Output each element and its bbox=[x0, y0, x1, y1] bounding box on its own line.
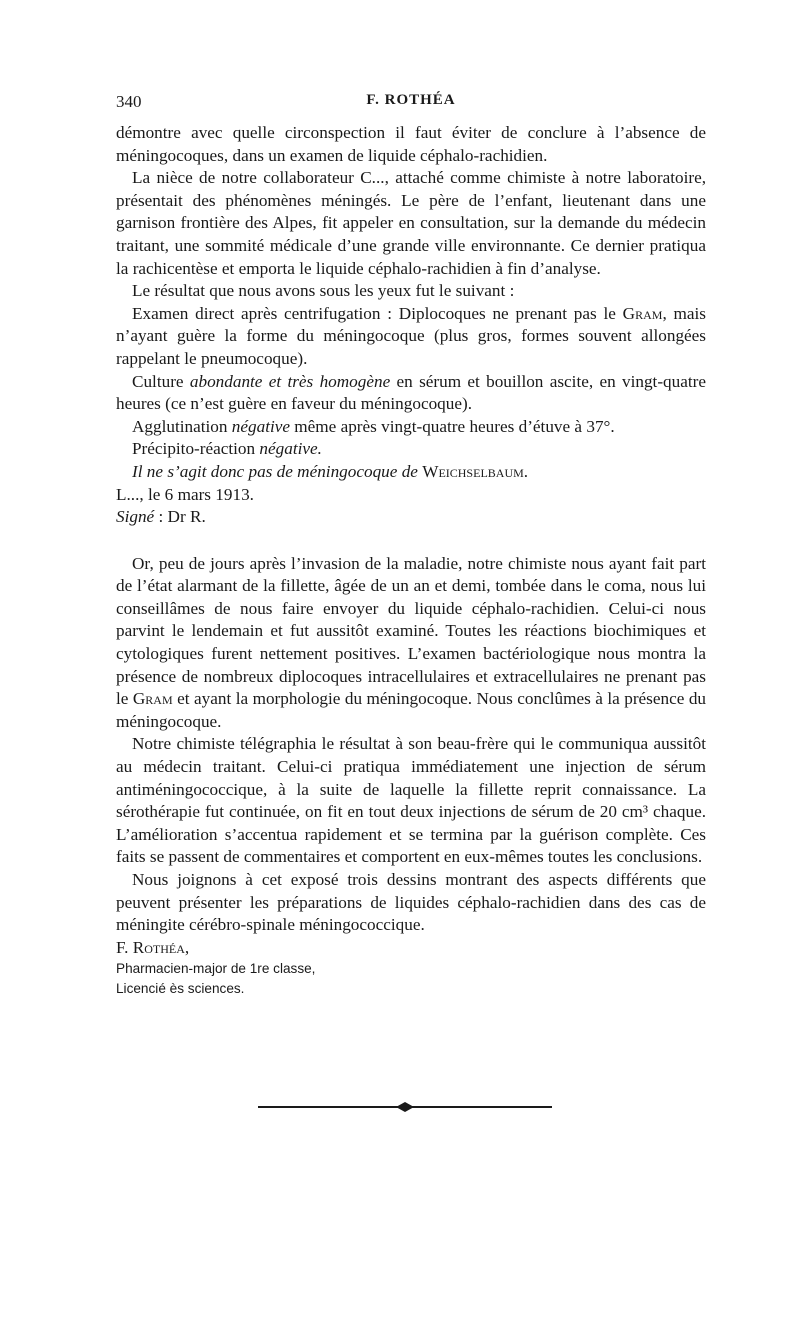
paragraph bbox=[116, 553, 706, 734]
text-run: en sérum et bouillon ascite, en vingt-quatre heures (ce n’est guère en faveur du méningocoque). bbox=[116, 371, 706, 414]
page-header bbox=[116, 92, 706, 114]
text-run: , mais n’ayant guère la forme du méningocoque (plus gros, formes souvent allongées rappelant le pneumocoque). bbox=[116, 303, 706, 368]
report-date: L..., le 6 mars 1913. bbox=[116, 484, 254, 504]
text-run: Précipito-réaction bbox=[132, 439, 260, 459]
author-title: Pharmacien-major de 1re classe, bbox=[116, 961, 316, 977]
text-run: . bbox=[523, 461, 529, 481]
author-name: F. Rothéa, bbox=[116, 937, 190, 957]
paragraph bbox=[116, 416, 706, 439]
diamond-ornament-icon bbox=[396, 1102, 414, 1112]
gram-smallcaps: Gram bbox=[622, 303, 663, 323]
italic-run: abondante et très homogène bbox=[189, 371, 391, 391]
paragraph bbox=[116, 438, 706, 461]
text-run: Culture bbox=[132, 371, 190, 391]
author-degree: Licencié ès sciences. bbox=[116, 981, 245, 997]
author-smallcaps: Weichselbaum bbox=[422, 461, 524, 481]
paragraph: Nous joignons à cet exposé trois dessins montrant des aspects différents que peuvent présenter les préparations de liquides céphalo-rachidien dans des cas de méningite cérébro-spinale méningococcique. bbox=[116, 870, 706, 935]
paragraph: La nièce de notre collaborateur C..., attaché comme chimiste à notre laboratoire, présentait des phénomènes méningés. Le père de l’enfant, lieutenant dans une garnison frontière des Alpes, fit appeler en consultation, sur la demande du médecin traitant, une sommité médicale d’une grande ville environnante. Ce dernier pratiqua la rachicentèse et emporta le liquide céphalo-rachidien à fin d’analyse. bbox=[116, 168, 706, 278]
italic-run: négative. bbox=[259, 439, 322, 459]
running-title: F. ROTHÉA bbox=[366, 92, 456, 108]
end-ornament-rule bbox=[258, 1101, 552, 1113]
italic-run: Il ne s’agit donc pas de méningocoque de bbox=[132, 461, 423, 481]
gram-smallcaps: Gram bbox=[132, 689, 173, 709]
text-run: Or, peu de jours après l’invasion de la maladie, notre chimiste nous ayant fait part de l’état alarmant de la fillette, âgée de un an et demi, tombée dans le coma, nous lui conseillâmes de nous faire envoyer du liquide céphalo-rachidien. Celui-ci nous parvint le lendemain et fut aussitôt examiné. Toutes les réactions biochimiques et cytologiques furent nettement positives. L’examen bactériologique nous montra la présence de nombreux diplocoques intracellulaires et extracellulaires ne prenant pas le bbox=[116, 553, 706, 709]
paragraph: démontre avec quelle circonspection il faut éviter de conclure à l’absence de méningocoques, dans un examen de liquide céphalo-rachidien. bbox=[116, 123, 706, 165]
italic-run: négative bbox=[231, 416, 290, 436]
text-run: : Dr R. bbox=[154, 507, 206, 527]
paragraph: Le résultat que nous avons sous les yeux fut le suivant : bbox=[132, 281, 515, 301]
text-run: et ayant la morphologie du méningocoque. Nous conclûmes à la présence du méningocoque. bbox=[116, 689, 707, 731]
paragraph bbox=[116, 371, 706, 416]
italic-run: Signé bbox=[116, 507, 155, 527]
paragraph bbox=[116, 303, 706, 371]
body-text bbox=[116, 122, 706, 999]
text-run: Examen direct après centrifugation : Diplocoques ne prenant pas le bbox=[132, 303, 623, 323]
text-run: Agglutination bbox=[132, 416, 232, 436]
report-signature bbox=[116, 506, 706, 529]
page-number: 340 bbox=[116, 92, 142, 111]
paragraph: Notre chimiste télégraphia le résultat à son beau-frère qui le communiqua aussitôt au médecin traitant. Celui-ci pratiqua immédiatement une injection de sérum antiméningococcique, à la suite de laquelle la fillette reprit connaissance. La sérothérapie fut continuée, on fit en tout deux injections de sérum de 20 cm³ chaque. L’amélioration s’accentua rapidement et se termina par la guérison complète. Ces faits se passent de commentaires et comportent en eux-mêmes toutes les conclusions. bbox=[116, 734, 706, 867]
text-run: même après vingt-quatre heures d’étuve à 37°. bbox=[290, 416, 615, 436]
paragraph bbox=[116, 461, 706, 484]
spacer bbox=[116, 529, 706, 553]
